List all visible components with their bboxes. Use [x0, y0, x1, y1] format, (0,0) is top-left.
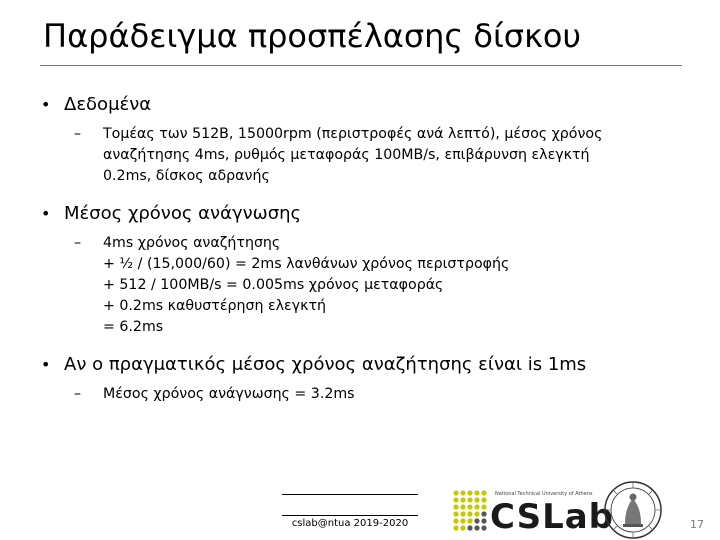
cslab-logo: CSLab	[490, 497, 615, 537]
footer-text: cslab@ntua 2019-2020	[282, 515, 418, 529]
dash-icon: –	[74, 126, 82, 142]
university-seal-icon	[603, 480, 663, 540]
bullet-text: Δεδομένα	[64, 94, 152, 115]
bullet-icon: •	[41, 95, 51, 114]
sub-bullet-line: + 0.2ms καθυστέρηση ελεγκτή	[103, 298, 327, 314]
page-number: 17	[690, 518, 704, 531]
sub-bullet-line: = 6.2ms	[103, 319, 164, 335]
title-divider	[40, 65, 682, 66]
sub-bullet-line: 0.2ms, δίσκος αδρανής	[103, 168, 270, 184]
logo-banner-text: National Technical University of Athens	[495, 491, 593, 497]
sub-bullet	[40, 384, 680, 405]
bullet-item	[40, 352, 680, 378]
dash-icon: –	[74, 386, 82, 402]
bullet-text: Μέσος χρόνος ανάγνωσης	[64, 203, 302, 224]
bullet-icon: •	[41, 204, 51, 223]
cslab-dots-icon	[452, 489, 491, 532]
sub-bullet-line: Τομέας των 512B, 15000rpm (περιστροφές ανά λεπτό), μέσος χρόνος	[103, 126, 603, 142]
sub-bullet	[40, 233, 680, 338]
bullet-item	[40, 201, 680, 227]
footer-divider	[282, 494, 418, 495]
slide-title: Παράδειγμα προσπέλασης δίσκου	[43, 17, 582, 55]
sub-bullet-line: 4ms χρόνος αναζήτησης	[103, 235, 281, 251]
sub-bullet-line: + ½ / (15,000/60) = 2ms λανθάνων χρόνος περιστροφής	[103, 256, 510, 272]
sub-bullet-line: + 512 / 100MB/s = 0.005ms χρόνος μεταφοράς	[103, 277, 444, 293]
sub-bullet-line: αναζήτησης 4ms, ρυθμός μεταφοράς 100MB/s, επιβάρυνση ελεγκτή	[103, 147, 590, 163]
bullet-text: Αν ο πραγματικός μέσος χρόνος αναζήτησης είναι is 1ms	[64, 354, 587, 375]
bullet-icon: •	[41, 355, 51, 374]
bullet-item	[40, 92, 680, 118]
slide-content	[40, 92, 680, 405]
sub-bullet-line: Μέσος χρόνος ανάγνωσης = 3.2ms	[103, 386, 355, 402]
dash-icon: –	[74, 235, 82, 251]
sub-bullet	[40, 124, 680, 187]
